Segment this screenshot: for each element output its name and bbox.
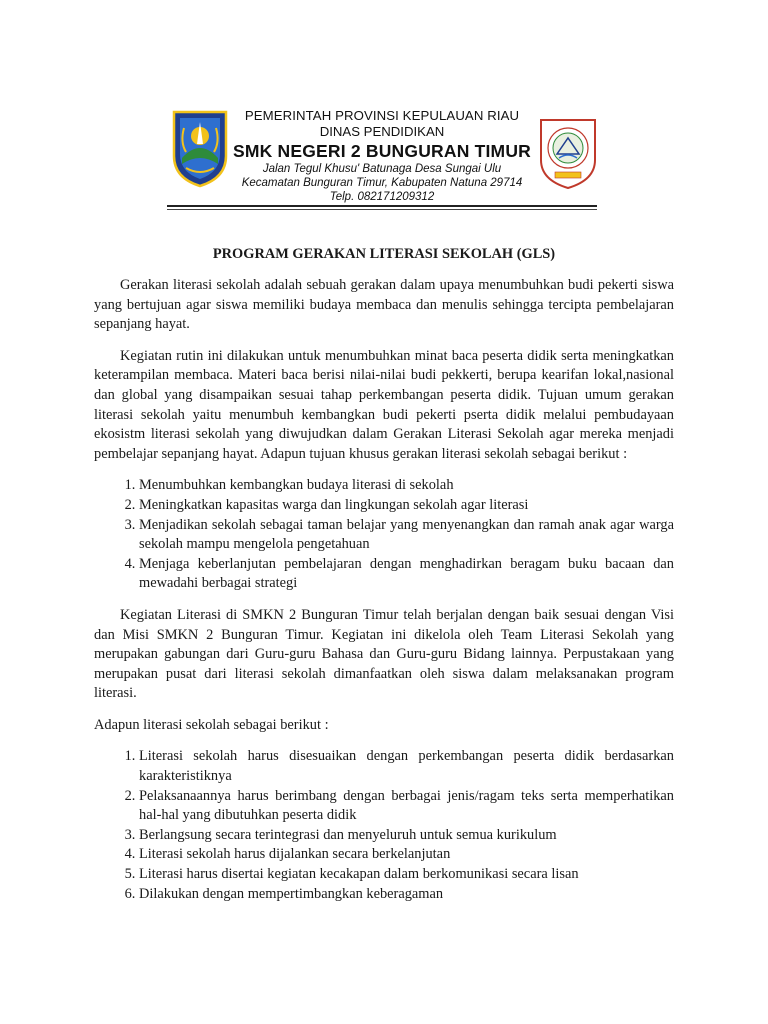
list-item: 2. Meningkatkan kapasitas warga dan lingkungan sekolah agar literasi <box>139 496 674 516</box>
letterhead-rule-thin <box>167 209 597 210</box>
letterhead-address-1: Jalan Tegul Khusu' Batunaga Desa Sungai Ulu <box>262 163 502 175</box>
list-item: 6. Dilakukan dengan mempertimbangkan keberagaman <box>139 885 674 905</box>
paragraph-intro: Gerakan literasi sekolah adalah sebuah gerakan dalam upaya menumbuhkan budi pekerti siswa yang bertujuan agar siswa memiliki budaya membaca dan menulis sehingga tercipta pembelajaran sepanjang hayat. <box>94 277 674 333</box>
list-item: 4. Literasi sekolah harus dijalankan secara berkelanjutan <box>139 845 674 865</box>
letterhead <box>165 100 665 212</box>
letterhead-government: PEMERINTAH PROVINSI KEPULAUAN RIAU <box>244 108 520 123</box>
paragraph-activity: Kegiatan rutin ini dilakukan untuk menumbuhkan minat baca peserta didik serta meningkatkan keterampilan membaca. Materi baca berisi nilai-nilai budi pekkerti, berupa kearifan lokal,nasional dan global yang disampaikan sesuai tahap perkembangan peserta didik. Tujuan umum gerakan literasi sekolah yaitu menumbuh kembangkan budi pekerti pserta didik melalui pembudayaan ekosistm literasi sekolah yang diwujudkan dalam Gerakan Literasi Sekolah agar mereka menjadi pembelajar sepanjang hayat. Adapun tujuan khusus gerakan literasi sekolah sebagai berikut : <box>94 347 674 462</box>
letterhead-phone: Telp. 082171209312 <box>329 191 435 203</box>
list-item: 2. Pelaksanaannya harus berimbang dengan berbagai jenis/ragam teks serta memperhatikan hal-hal yang dibutuhkan peserta didik <box>139 787 674 826</box>
list-item: 1. Menumbuhkan kembangkan budaya literasi di sekolah <box>139 476 674 496</box>
school-logo-icon <box>537 114 599 190</box>
list-item: 4. Menjaga keberlanjutan pembelajaran dengan menghadirkan beragam buku bacaan dan mewadahi berbagai strategi <box>139 555 674 594</box>
document-body <box>94 244 674 916</box>
list-item: 3. Berlangsung secara terintegrasi dan menyeluruh untuk semua kurikulum <box>139 826 674 846</box>
list-item: 1. Literasi sekolah harus disesuaikan dengan perkembangan peserta didik berdasarkan karakteristiknya <box>139 747 674 786</box>
list-item: 3. Menjadikan sekolah sebagai taman belajar yang menyenangkan dan ramah anak agar warga sekolah mampu mengelola pengetahuan <box>139 516 674 555</box>
document-title: PROGRAM GERAKAN LITERASI SEKOLAH (GLS) <box>212 246 556 262</box>
principles-list <box>94 747 674 904</box>
letterhead-address-2: Kecamatan Bunguran Timur, Kabupaten Natuna 29714 <box>241 177 523 189</box>
province-emblem-icon <box>170 108 230 188</box>
letterhead-text <box>227 108 537 204</box>
paragraph-principles-intro: Adapun literasi sekolah sebagai berikut : <box>94 716 329 733</box>
list-item: 5. Literasi harus disertai kegiatan kecakapan dalam berkomunikasi secara lisan <box>139 865 674 885</box>
goals-list <box>94 476 674 594</box>
letterhead-school-name: SMK NEGERI 2 BUNGURAN TIMUR <box>232 141 532 161</box>
letterhead-department: DINAS PENDIDIKAN <box>319 124 445 139</box>
letterhead-rule-thick <box>167 205 597 207</box>
paragraph-school-program: Kegiatan Literasi di SMKN 2 Bunguran Timur telah berjalan dengan baik sesuai dengan Visi dan Misi SMKN 2 Bunguran Timur. Kegiatan ini dikelola oleh Team Literasi Sekolah yang merupakan gabungan dari Guru-guru Bahasa dan Guru-guru Bidang lainnya. Perpustakaan yang merupakan pusat dari literasi sekolah dimanfaatkan oleh siswa dalam melaksanakan program literasi. <box>94 606 674 702</box>
